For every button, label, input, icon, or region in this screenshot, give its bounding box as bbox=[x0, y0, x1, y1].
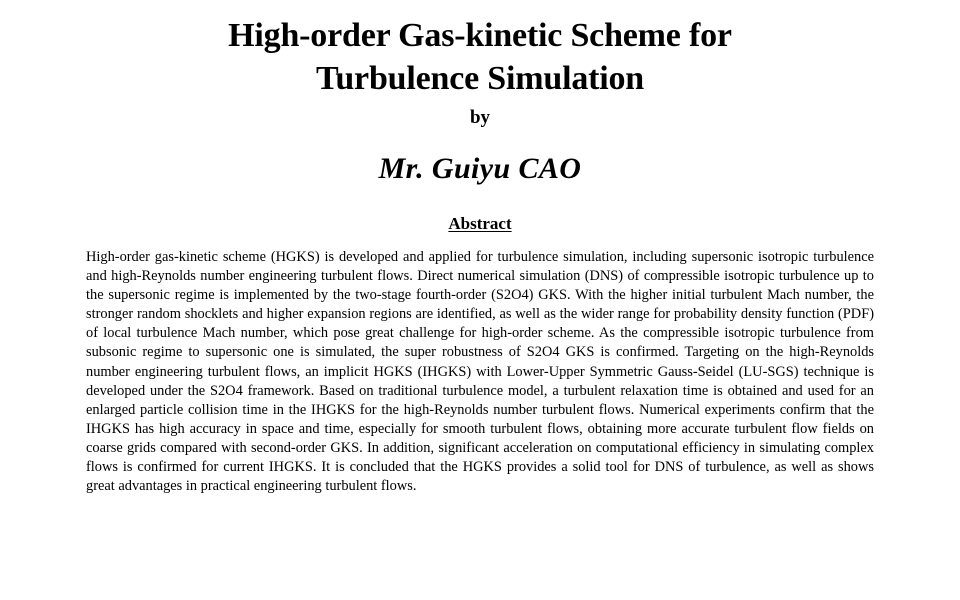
byline: by bbox=[469, 107, 491, 128]
title-line-1: High-order Gas-kinetic Scheme for bbox=[228, 17, 732, 54]
abstract-body: High-order gas-kinetic scheme (HGKS) is developed and applied for turbulence simulation, including supersonic isotropic turbulence and high-Reynolds number engineering turbulent flows. Direct numerical simulation (DNS) of compressible isotropic turbulence up to the supersonic regime is implemented by the two-stage fourth-order (S2O4) GKS. With the higher initial turbulent Mach number, the stronger random shocklets and higher expansion regions are identified, as well as the wider range for probability density function (PDF) of local turbulence Mach number, which pose great challenge for high-order scheme. As the compressible isotropic turbulence from subsonic regime to supersonic one is simulated, the super robustness of S2O4 GKS is confirmed. Targeting on the high-Reynolds number engineering turbulent flows, an implicit HGKS (IHGKS) with Lower-Upper Symmetric Gauss-Seidel (LU-SGS) technique is developed under the S2O4 framework. Based on traditional turbulence model, a turbulent relaxation time is obtained and used for an enlarged particle collision time in the IHGKS for the high-Reynolds number turbulent flows. Numerical experiments confirm that the IHGKS has high accuracy in space and time, especially for smooth turbulent flows, obtaining more accurate turbulent flow fields on coarse grids compared with second-order GKS. In addition, significant acceleration on computational efficiency in simulating complex flows is confirmed for current IHGKS. It is concluded that the HGKS provides a solid tool for DNS of turbulence, as well as shows great advantages in practical engineering turbulent flows. bbox=[86, 249, 874, 495]
title-block bbox=[0, 0, 960, 100]
abstract-heading-wrap bbox=[0, 214, 960, 234]
page-title bbox=[100, 14, 860, 100]
abstract-heading: Abstract bbox=[448, 214, 512, 233]
title-line-2: Turbulence Simulation bbox=[315, 60, 644, 97]
author-name: Mr. Guiyu CAO bbox=[378, 152, 582, 185]
